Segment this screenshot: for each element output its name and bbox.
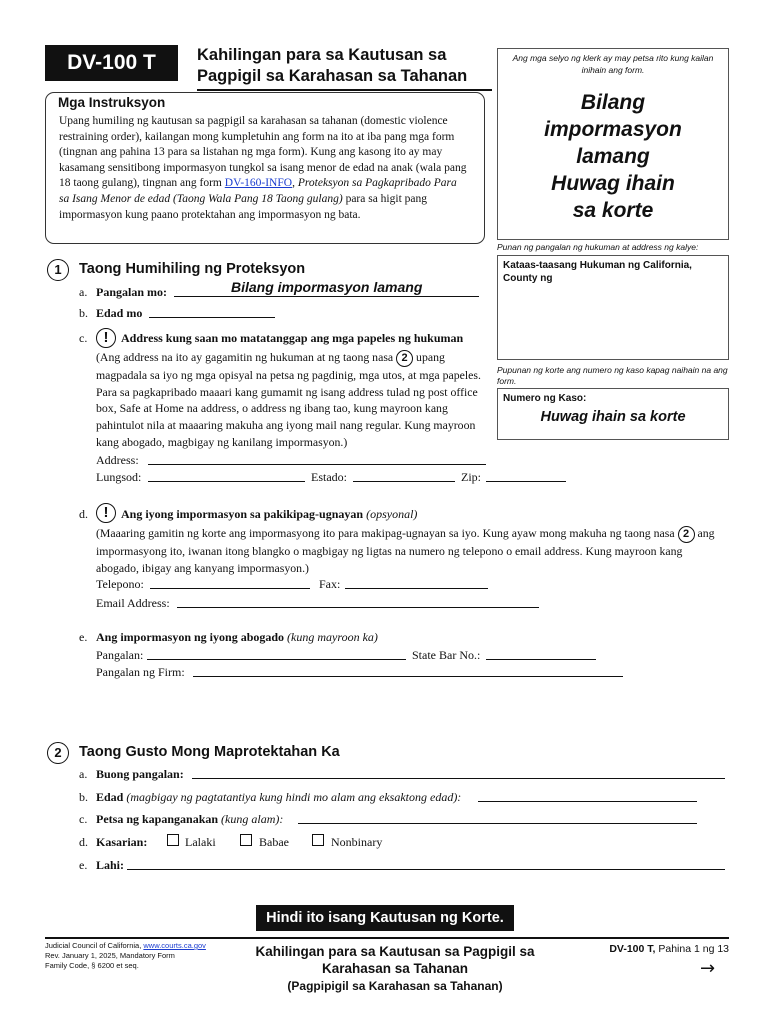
stamp-line: Bilang bbox=[580, 91, 646, 114]
case-note: Pupunan ng korte ang numero ng kaso kapag naihain na ang form. bbox=[497, 365, 728, 386]
item-1e-label-text: Ang impormasyon ng iyong abogado bbox=[96, 630, 285, 644]
item-1e-optional: (kung mayroon ka) bbox=[287, 630, 378, 644]
stamp-line: lamang bbox=[576, 145, 650, 168]
bar-number-label: State Bar No.: bbox=[412, 648, 481, 662]
item-1e-label bbox=[96, 630, 378, 645]
item-2b-letter: b. bbox=[79, 790, 88, 804]
footer-revision: Rev. January 1, 2025, Mandatory Form bbox=[45, 951, 175, 960]
instructions-p1: Upang humiling ng kautusan sa pagpigil sa karahasan sa tahanan (domestic violence restraining order), kailangan mong kumpletuhin ang form na ito at iba pang mga form (tingnan ang pahina 13 para sa listahan ng mga form). Kung ang kasong ito ay may kasamang sensitibong impormasyon tungkol sa isang menor de edad na anak (wala pang 18 taong gulang), tingnan ang form bbox=[59, 115, 467, 190]
court-line2: County ng bbox=[503, 273, 553, 284]
footer-council-line bbox=[45, 941, 245, 951]
clerk-stamp-note: Ang mga selyo ng klerk ay may petsa rito kung kailan inihain ang form. bbox=[512, 53, 714, 75]
item-1d-text bbox=[96, 525, 726, 576]
nonbinary-checkbox[interactable] bbox=[312, 834, 324, 846]
stamp-watermark bbox=[505, 89, 721, 224]
female-option-label: Babae bbox=[259, 835, 289, 849]
footer-source bbox=[45, 941, 245, 971]
footer-title-line2: Karahasan sa Tahanan bbox=[321, 961, 469, 976]
form-id-badge: DV-100 T bbox=[45, 45, 178, 81]
state-field[interactable] bbox=[353, 470, 455, 482]
address-label: Address: bbox=[96, 453, 139, 467]
item-2c-label bbox=[96, 812, 283, 827]
dv160-info-link[interactable]: DV-160-INFO bbox=[224, 177, 293, 190]
item-1b-letter: b. bbox=[79, 306, 88, 320]
item-1d-label-text: Ang iyong impormasyon sa pakikipag-ugnayan bbox=[121, 507, 364, 521]
bar-number-field[interactable] bbox=[486, 648, 596, 660]
stamp-line: sa korte bbox=[572, 199, 654, 222]
email-field[interactable] bbox=[177, 596, 539, 608]
item-2a-label: Buong pangalan: bbox=[96, 767, 184, 781]
item-2a-letter: a. bbox=[79, 767, 88, 781]
email-label: Email Address: bbox=[96, 596, 170, 610]
item-1d-letter: d. bbox=[79, 507, 88, 521]
section-1-number: 1 bbox=[47, 259, 69, 281]
item-1b-label: Edad mo bbox=[96, 306, 143, 320]
footer-subtitle: (Pagpipigil sa Karahasan sa Tahanan) bbox=[287, 979, 503, 993]
next-page-arrow-icon[interactable]: → bbox=[700, 958, 716, 979]
firm-name-field[interactable] bbox=[193, 665, 623, 677]
section-1-title: Taong Humihiling ng Proteksyon bbox=[79, 261, 306, 277]
fax-label: Fax: bbox=[319, 577, 341, 591]
footer-title bbox=[240, 943, 550, 977]
instructions-heading: Mga Instruksyon bbox=[54, 95, 169, 110]
male-option-label: Lalaki bbox=[185, 835, 216, 849]
item-2e-letter: e. bbox=[79, 858, 88, 872]
item-1d-text2: ang impormasyong ito, iwanan itong blangko o magbigay ng ligtas na numero ng telepono o email address. Kung mayroon kang abogado, ibigay ang kanyang impormasyon.) bbox=[96, 526, 715, 575]
female-checkbox[interactable] bbox=[240, 834, 252, 846]
city-field[interactable] bbox=[148, 470, 305, 482]
item-2d-letter: d. bbox=[79, 835, 88, 849]
instructions-p2: , bbox=[292, 177, 298, 190]
address-field[interactable] bbox=[148, 453, 486, 465]
form-title bbox=[197, 45, 492, 91]
item-1c-label: Address kung saan mo matatanggap ang mga papeles ng hukuman bbox=[121, 331, 464, 345]
nonbinary-option-label: Nonbinary bbox=[331, 835, 383, 849]
lawyer-name-label: Pangalan: bbox=[96, 648, 144, 662]
zip-field[interactable] bbox=[486, 470, 566, 482]
zip-label: Zip: bbox=[461, 470, 481, 484]
footer-council: Judicial Council of California, bbox=[45, 941, 144, 950]
your-age-field[interactable] bbox=[149, 306, 275, 318]
section-2-reference: 2 bbox=[396, 350, 413, 367]
item-2d-label: Kasarian: bbox=[96, 835, 148, 849]
item-1a-letter: a. bbox=[79, 285, 88, 299]
item-1a-label: Pangalan mo: bbox=[96, 285, 168, 299]
instructions-text bbox=[59, 114, 469, 223]
section-2-reference: 2 bbox=[678, 526, 695, 543]
item-1e-letter: e. bbox=[79, 630, 88, 644]
section-2-title: Taong Gusto Mong Maprotektahan Ka bbox=[79, 744, 340, 760]
firm-name-label: Pangalan ng Firm: bbox=[96, 665, 185, 679]
form-title-line1: Kahilingan para sa Kautusan sa bbox=[197, 46, 447, 64]
item-1d-text1: (Maaaring gamitin ng korte ang impormasyong ito para makipag-ugnayan sa iyo. Kung ayaw mong makuha ng taong nasa bbox=[96, 526, 678, 540]
footer-title-line1: Kahilingan para sa Kautusan sa Pagpigil sa bbox=[255, 944, 535, 959]
fax-field[interactable] bbox=[345, 577, 488, 589]
city-label: Lungsod: bbox=[96, 470, 142, 484]
item-2b-label-text: Edad bbox=[96, 790, 124, 804]
item-1c-text bbox=[96, 349, 496, 451]
item-1d-optional: (opsyonal) bbox=[366, 507, 418, 521]
footer-page-number: Pahina 1 ng 13 bbox=[655, 943, 729, 955]
important-icon: ! bbox=[96, 503, 116, 523]
item-2c-label-text: Petsa ng kapanganakan bbox=[96, 812, 219, 826]
stamp-line: Huwag ihain bbox=[551, 172, 675, 195]
item-2b-label bbox=[96, 790, 461, 805]
form-title-line2: Pagpigil sa Karahasan sa Tahanan bbox=[197, 67, 468, 85]
phone-label: Telepono: bbox=[96, 577, 144, 591]
item-1c-text1: (Ang address na ito ay gagamitin ng hukuman at ng taong nasa bbox=[96, 350, 397, 364]
footer-form-id: DV-100 T, bbox=[609, 943, 656, 955]
item-2b-hint: (magbigay ng pagtatantiya kung hindi mo alam ang eksaktong edad): bbox=[126, 790, 462, 804]
item-2c-letter: c. bbox=[79, 812, 88, 826]
race-field[interactable] bbox=[127, 858, 725, 870]
footer-divider bbox=[45, 937, 729, 939]
case-number-label: Numero ng Kaso: bbox=[503, 393, 587, 404]
case-number-value: Huwag ihain sa korte bbox=[540, 409, 686, 425]
item-2e-label: Lahi: bbox=[96, 858, 125, 872]
your-name-value: Bilang impormasyon lamang bbox=[231, 279, 423, 295]
lawyer-name-field[interactable] bbox=[147, 648, 406, 660]
full-name-field[interactable] bbox=[192, 767, 725, 779]
footer-page-info bbox=[560, 943, 729, 955]
phone-field[interactable] bbox=[150, 577, 310, 589]
section-2-number: 2 bbox=[47, 742, 69, 764]
footer-code: Family Code, § 6200 et seq. bbox=[45, 961, 139, 970]
court-note: Punan ng pangalan ng hukuman at address ng kalye: bbox=[497, 242, 699, 252]
court-name-label bbox=[503, 259, 692, 285]
stamp-line: impormasyon bbox=[544, 118, 682, 141]
item-2c-hint: (kung alam): bbox=[221, 812, 284, 826]
not-court-order-banner: Hindi ito isang Kautusan ng Korte. bbox=[256, 905, 514, 931]
important-icon: ! bbox=[96, 328, 116, 348]
male-checkbox[interactable] bbox=[167, 834, 179, 846]
instructions-p3: para sa higit pang impormasyon kung paano protektahan ang impormasyon ng bata. bbox=[59, 192, 427, 221]
court-line1: Kataas-taasang Hukuman ng California, bbox=[503, 260, 692, 271]
item-1d-label bbox=[121, 507, 417, 522]
item-1c-letter: c. bbox=[79, 331, 88, 345]
courts-website-link[interactable]: www.courts.ca.gov bbox=[143, 941, 206, 950]
birthdate-field[interactable] bbox=[298, 812, 697, 824]
state-label: Estado: bbox=[311, 470, 347, 484]
age-field[interactable] bbox=[478, 790, 697, 802]
item-1c-text2: upang magpadala sa iyo ng mga opisyal na petsa ng pagdinig, mga utos, at mga papeles. Para sa pagkapribado maaari kang gumamit ng isang address tulad ng post office box, Safe at Home na address, o address ng ibang tao, kung mayroon kang pahintulot nila at maaaring makuha ang iyong mail nang regular. Kung mayroon kang abogado, magbigay ng kanilang impormasyon.) bbox=[96, 350, 481, 449]
instructions-italic: Proteksyon sa Pagkapribado Para sa Isang Menor de edad (Taong Wala Pang 18 Taong gulang) bbox=[59, 177, 457, 205]
